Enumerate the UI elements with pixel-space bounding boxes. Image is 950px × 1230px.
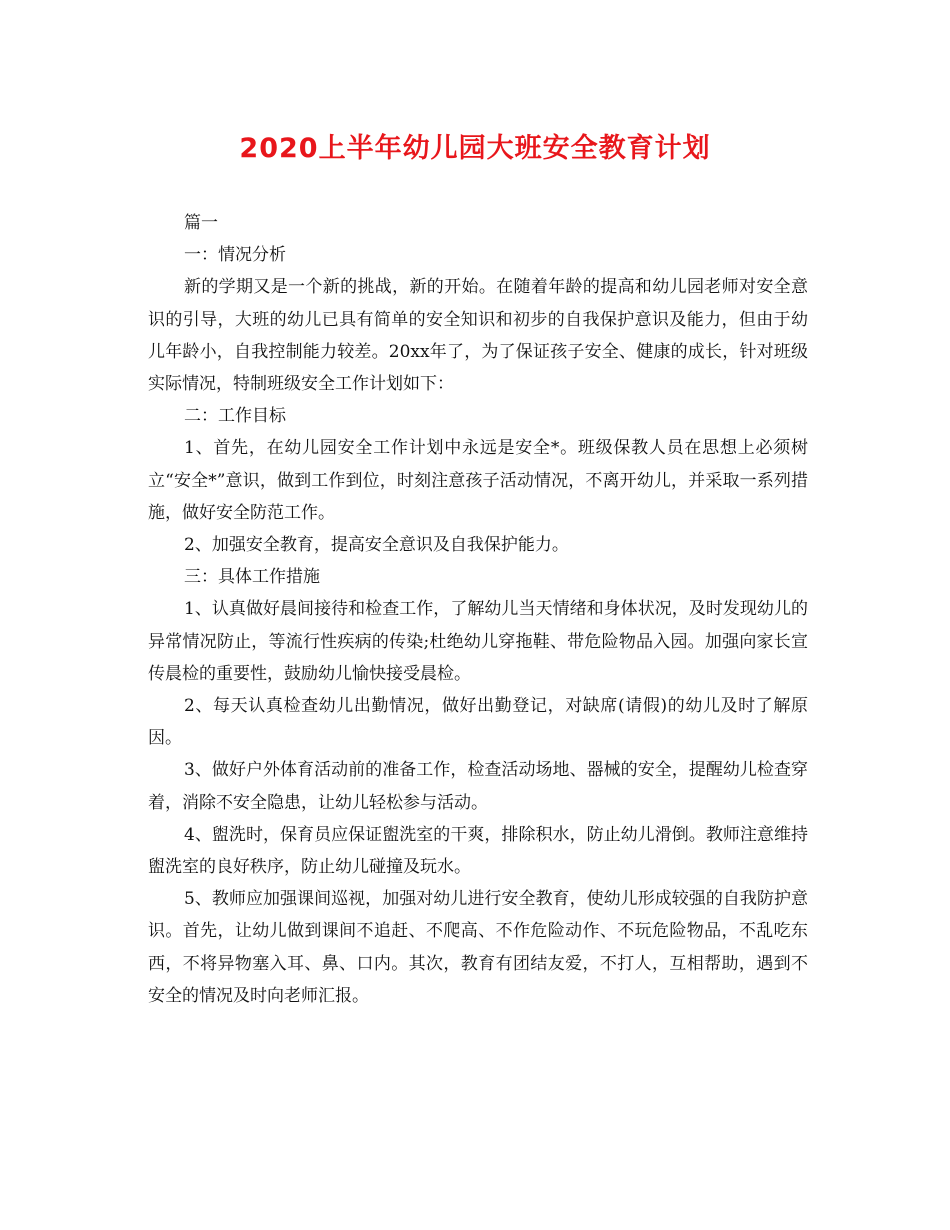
document-title: 2020上半年幼儿园大班安全教育计划 <box>239 133 711 164</box>
section-label: 篇一 <box>184 213 218 233</box>
document-body <box>148 207 808 1012</box>
body-paragraph: 1、首先，在幼儿园安全工作计划中永远是安全*。班级保教人员在思想上必须树立“安全*”意识，做到工作到位，时刻注意孩子活动情况，不离开幼儿，并采取一系列措施，做好安全防范工作。 <box>148 438 808 523</box>
body-paragraph: 新的学期又是一个新的挑战，新的开始。在随着年龄的提高和幼儿园老师对安全意识的引导，大班的幼儿已具有简单的安全知识和初步的自我保护意识及能力，但由于幼儿年龄小，自我控制能力较差。20xx年了，为了保证孩子安全、健康的成长，针对班级实际情况，特制班级安全工作计划如下： <box>148 277 808 395</box>
body-paragraph: 1、认真做好晨间接待和检查工作，了解幼儿当天情绪和身体状况，及时发现幼儿的异常情况防止，等流行性疾病的传染;杜绝幼儿穿拖鞋、带危险物品入园。加强向家长宣传晨检的重要性，鼓励幼儿愉快接受晨检。 <box>148 599 808 684</box>
body-paragraph: 2、每天认真检查幼儿出勤情况，做好出勤登记，对缺席(请假)的幼儿及时了解原因。 <box>148 696 808 749</box>
body-paragraph: 3、做好户外体育活动前的准备工作，检查活动场地、器械的安全，提醒幼儿检查穿着，消除不安全隐患，让幼儿轻松参与活动。 <box>148 760 808 813</box>
section-heading: 一：情况分析 <box>184 245 286 266</box>
section-heading: 三：具体工作措施 <box>184 567 320 588</box>
body-paragraph: 4、盥洗时，保育员应保证盥洗室的干爽，排除积水，防止幼儿滑倒。教师注意维持盥洗室的良好秩序，防止幼儿碰撞及玩水。 <box>148 824 808 878</box>
body-paragraph: 2、加强安全教育，提高安全意识及自我保护能力。 <box>184 535 569 556</box>
section-heading: 二：工作目标 <box>184 406 286 427</box>
body-paragraph: 5、教师应加强课间巡视，加强对幼儿进行安全教育，使幼儿形成较强的自我防护意识。首先，让幼儿做到课间不追赶、不爬高、不作危险动作、不玩危险物品，不乱吃东西，不将异物塞入耳、鼻、口内。其次，教育有团结友爱，不打人，互相帮助，遇到不安全的情况及时向老师汇报。 <box>148 889 808 1006</box>
